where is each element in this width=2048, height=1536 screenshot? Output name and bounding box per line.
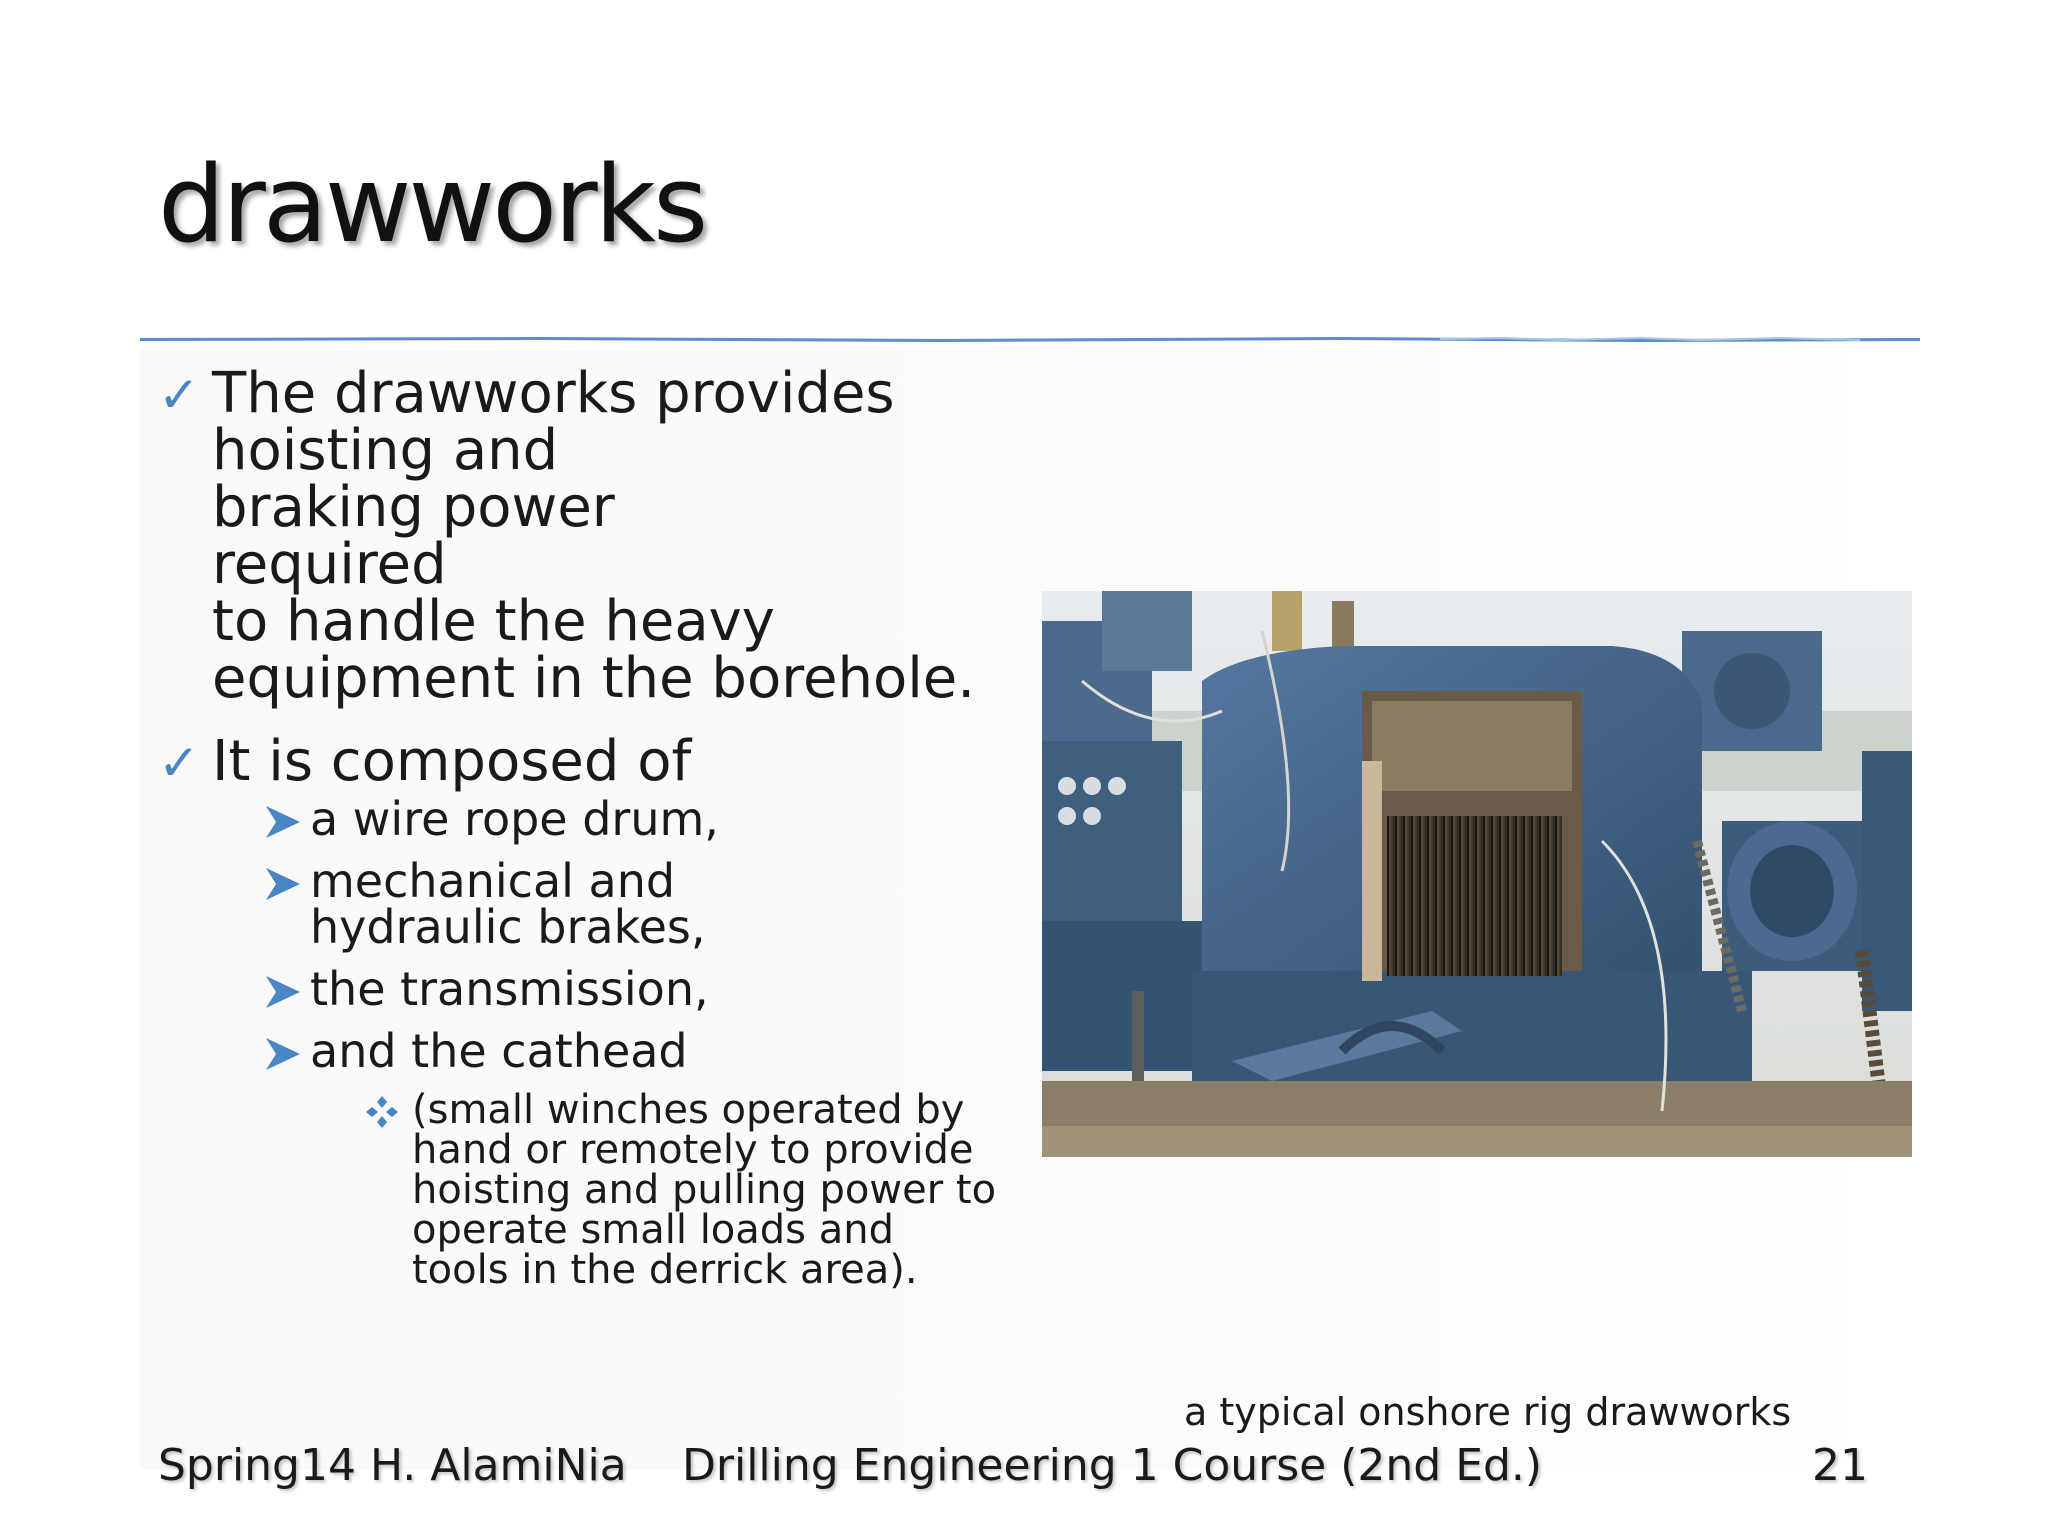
bullet-item	[156, 729, 1016, 794]
bullet-line: hoisting and	[212, 418, 559, 483]
bullet-line: The drawworks provides	[212, 361, 895, 426]
sub-bullet-item	[262, 854, 1016, 954]
diamond-bullet-icon	[364, 1094, 400, 1130]
sub-bullet-line: a wire rope drum,	[310, 792, 719, 846]
image-caption: a typical onshore rig drawworks	[1184, 1390, 1792, 1434]
bullet-line: equipment in the borehole.	[212, 646, 976, 711]
sub-bullet-line: mechanical and	[310, 854, 676, 908]
drawworks-illustration	[1042, 591, 1912, 1157]
page-number: 21	[1812, 1440, 1868, 1491]
sub-sub-bullet-line: tools in the derrick area).	[412, 1247, 918, 1293]
sub-bullet-line: and the cathead	[310, 1024, 688, 1078]
arrow-bullet-icon	[262, 1036, 302, 1072]
sub-bullet-line: the transmission,	[310, 962, 709, 1016]
bullet-item	[156, 361, 1016, 711]
drawworks-photo	[1042, 591, 1912, 1157]
footer-course: Drilling Engineering 1 Course (2nd Ed.)	[682, 1440, 1543, 1491]
arrow-bullet-icon	[262, 974, 302, 1010]
checkmark-icon: ✓	[158, 366, 200, 424]
sub-sub-bullet-line: (small winches operated by	[412, 1087, 965, 1133]
footer-author: Spring14 H. AlamiNia	[158, 1440, 627, 1491]
sub-sub-bullet-item	[364, 1087, 1012, 1293]
bullet-line: required	[212, 532, 447, 597]
sub-bullet-item	[262, 792, 1016, 846]
checkmark-icon: ✓	[158, 734, 200, 792]
bullet-line: It is composed of	[212, 729, 692, 794]
bullet-line: braking power	[212, 475, 615, 540]
sub-bullet-item	[262, 962, 1016, 1016]
bullet-content	[156, 361, 1016, 1293]
sub-bullet-item	[262, 1024, 1016, 1078]
slide-title: drawworks	[158, 143, 706, 266]
arrow-bullet-icon	[262, 866, 302, 902]
bullet-line: to handle the heavy	[212, 589, 775, 654]
sub-sub-bullet-line: hand or remotely to provide	[412, 1127, 974, 1173]
sub-sub-bullet-line: operate small loads and	[412, 1207, 894, 1253]
sub-sub-bullet-line: hoisting and pulling power to	[412, 1167, 997, 1213]
title-divider	[140, 334, 1920, 344]
sub-bullet-list	[262, 792, 1016, 1293]
arrow-bullet-icon	[262, 804, 302, 840]
sub-bullet-line: hydraulic brakes,	[310, 900, 706, 954]
